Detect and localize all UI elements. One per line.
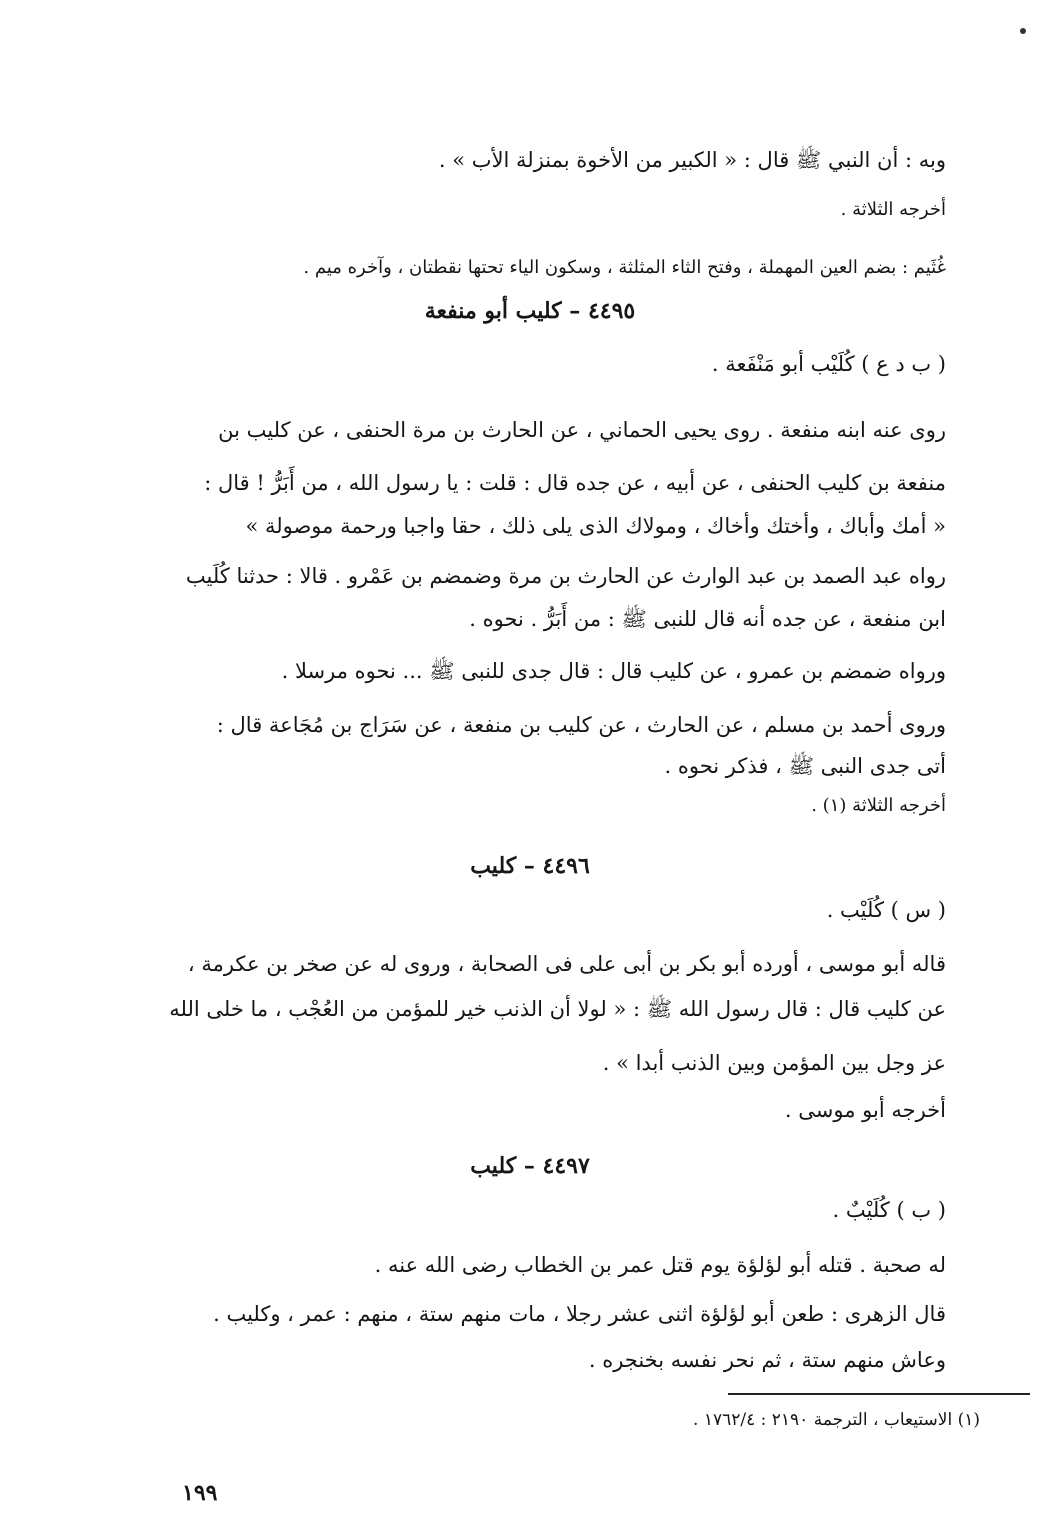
text-line-5: روى عنه ابنه منفعة . روى يحيى الحماني ، عن الحارث بن مرة الحنفى ، عن كليب بن xyxy=(218,418,946,442)
footnote-divider xyxy=(728,1393,1030,1395)
text-line-4: ( ب د ع ) كُلَيْب أبو مَنْفَعة . xyxy=(711,352,946,376)
text-line-3: غُثَيم : بضم العين المهملة ، وفتح الثاء المثلثة ، وسكون الياء تحتها نقطتان ، وآخره ميم . xyxy=(303,257,946,278)
text-line-11: وروى أحمد بن مسلم ، عن الحارث ، عن كليب بن منفعة ، عن سَرَاج بن مُجَاعة قال : xyxy=(216,713,946,737)
text-line-22: وعاش منهم ستة ، ثم نحر نفسه بخنجره . xyxy=(588,1348,946,1372)
text-line-1: وبه : أن النبي ﷺ قال : « الكبير من الأخوة بمنزلة الأب » . xyxy=(438,148,946,172)
text-line-14: ( س ) كُلَيْب . xyxy=(826,898,946,922)
text-line-2: أخرجه الثلاثة . xyxy=(840,199,946,220)
scan-speck xyxy=(1020,28,1026,34)
text-line-18: أخرجه أبو موسى . xyxy=(784,1098,946,1122)
text-line-9: ابن منفعة ، عن جده أنه قال للنبى ﷺ : من أَبَرُّ . نحوه . xyxy=(469,607,946,631)
text-line-7: « أمك وأباك ، وأختك وأخاك ، ومولاك الذى يلى ذلك ، حقا واجبا ورحمة موصولة » xyxy=(245,514,946,538)
text-line-19: ( ب ) كُلَيْبٌ . xyxy=(832,1198,946,1222)
text-line-17: عز وجل بين المؤمن وبين الذنب أبدا » . xyxy=(602,1051,946,1075)
footnote: (١) الاستيعاب ، الترجمة ٢١٩٠ : ١٧٦٢/٤ . xyxy=(693,1410,980,1430)
text-line-8: رواه عبد الصمد بن عبد الوارث عن الحارث بن مرة وضمضم بن عَمْرو . قالا : حدثنا كُلَيب xyxy=(185,564,946,588)
text-line-12: أتى جدى النبى ﷺ ، فذكر نحوه . xyxy=(664,754,946,778)
text-line-13: أخرجه الثلاثة (١) . xyxy=(811,795,946,816)
text-line-10: ورواه ضمضم بن عمرو ، عن كليب قال : قال جدى للنبى ﷺ ... نحوه مرسلا . xyxy=(281,659,946,683)
entry-heading-4496: ٤٤٩٦ – كليب xyxy=(470,853,590,879)
page-number: ١٩٩ xyxy=(182,1480,218,1506)
text-line-15: قاله أبو موسى ، أورده أبو بكر بن أبى على فى الصحابة ، وروى له عن صخر بن عكرمة ، xyxy=(187,952,946,976)
text-line-20: له صحبة . قتله أبو لؤلؤة يوم قتل عمر بن الخطاب رضى الله عنه . xyxy=(374,1253,946,1277)
text-line-21: قال الزهرى : طعن أبو لؤلؤة اثنى عشر رجلا ، مات منهم ستة ، منهم : عمر ، وكليب . xyxy=(213,1302,946,1326)
entry-heading-4497: ٤٤٩٧ – كليب xyxy=(470,1153,590,1179)
entry-heading-4495: ٤٤٩٥ – كليب أبو منفعة xyxy=(424,298,636,324)
text-line-16: عن كليب قال : قال رسول الله ﷺ : « لولا أن الذنب خير للمؤمن من العُجْب ، ما خلى الله xyxy=(169,997,946,1021)
text-line-6: منفعة بن كليب الحنفى ، عن أبيه ، عن جده قال : قلت : يا رسول الله ، من أَبَرُّ ! قال : xyxy=(204,471,946,495)
